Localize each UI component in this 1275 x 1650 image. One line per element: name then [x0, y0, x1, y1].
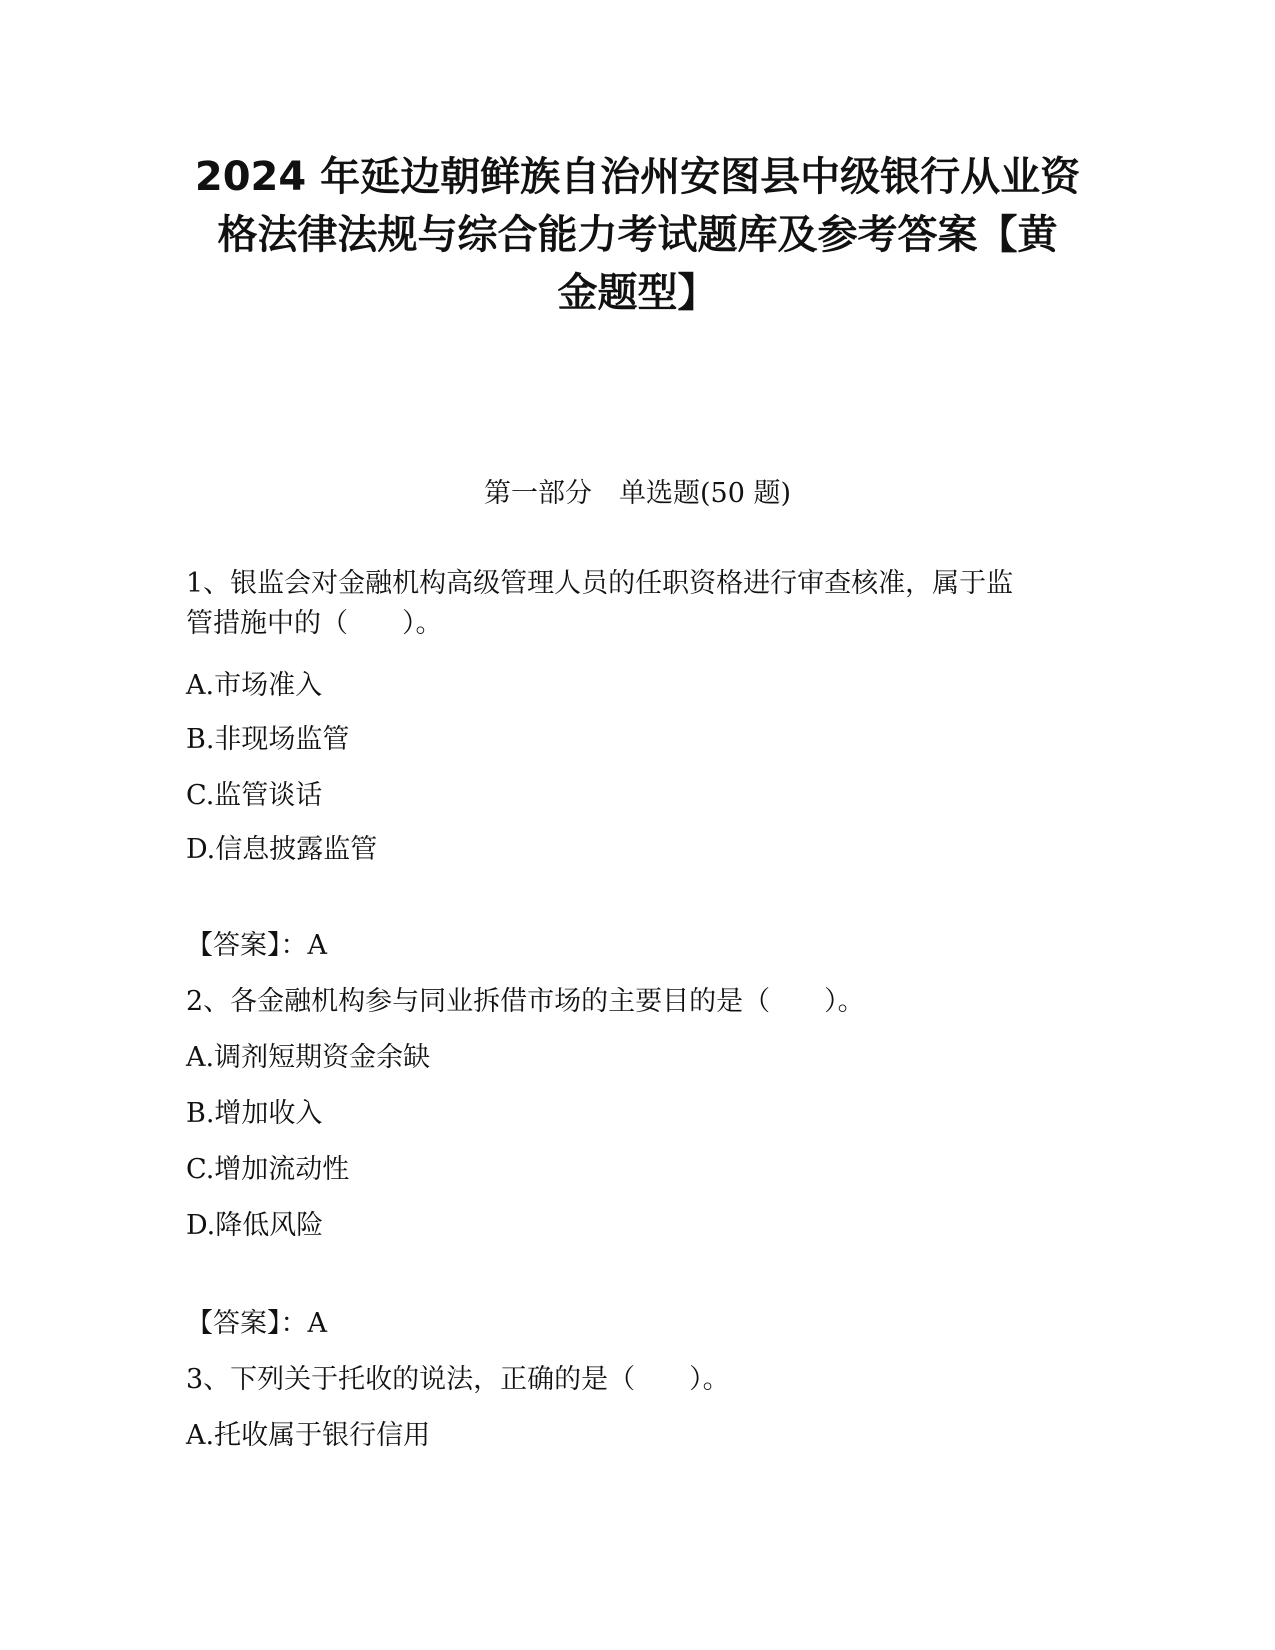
question-1-option-b: B.非现场监管: [186, 724, 350, 755]
question-3-option-a: A.托收属于银行信用: [186, 1420, 431, 1451]
question-3-stem: 3、下列关于托收的说法，正确的是（ ）。: [186, 1364, 730, 1395]
question-1-stem-line-2: 管措施中的（ ）。: [186, 608, 443, 639]
title-line-3: 金题型】: [557, 270, 718, 316]
title-line-2: 格法律法规与综合能力考试题库及参考答案【黄: [217, 212, 1058, 258]
title-line-1: 2024 年延边朝鲜族自治州安图县中级银行从业资: [194, 154, 1081, 200]
question-1-answer: 【答案】：A: [186, 930, 327, 961]
question-2-option-a: A.调剂短期资金余缺: [186, 1042, 431, 1073]
question-1-option-a: A.市场准入: [186, 670, 323, 701]
question-2-option-b: B.增加收入: [186, 1098, 323, 1129]
question-2-stem: 2、各金融机构参与同业拆借市场的主要目的是（ ）。: [186, 986, 865, 1017]
question-2-option-d: D.降低风险: [186, 1210, 324, 1241]
section-heading: 第一部分 单选题(50 题): [483, 478, 791, 509]
question-1-option-d: D.信息披露监管: [186, 834, 378, 865]
question-2-option-c: C.增加流动性: [186, 1154, 350, 1185]
question-2-answer: 【答案】：A: [186, 1308, 327, 1339]
question-1-option-c: C.监管谈话: [186, 780, 323, 811]
question-1-stem-line-1: 1、银监会对金融机构高级管理人员的任职资格进行审查核准，属于监: [186, 568, 1014, 599]
document-title: [160, 148, 1115, 322]
